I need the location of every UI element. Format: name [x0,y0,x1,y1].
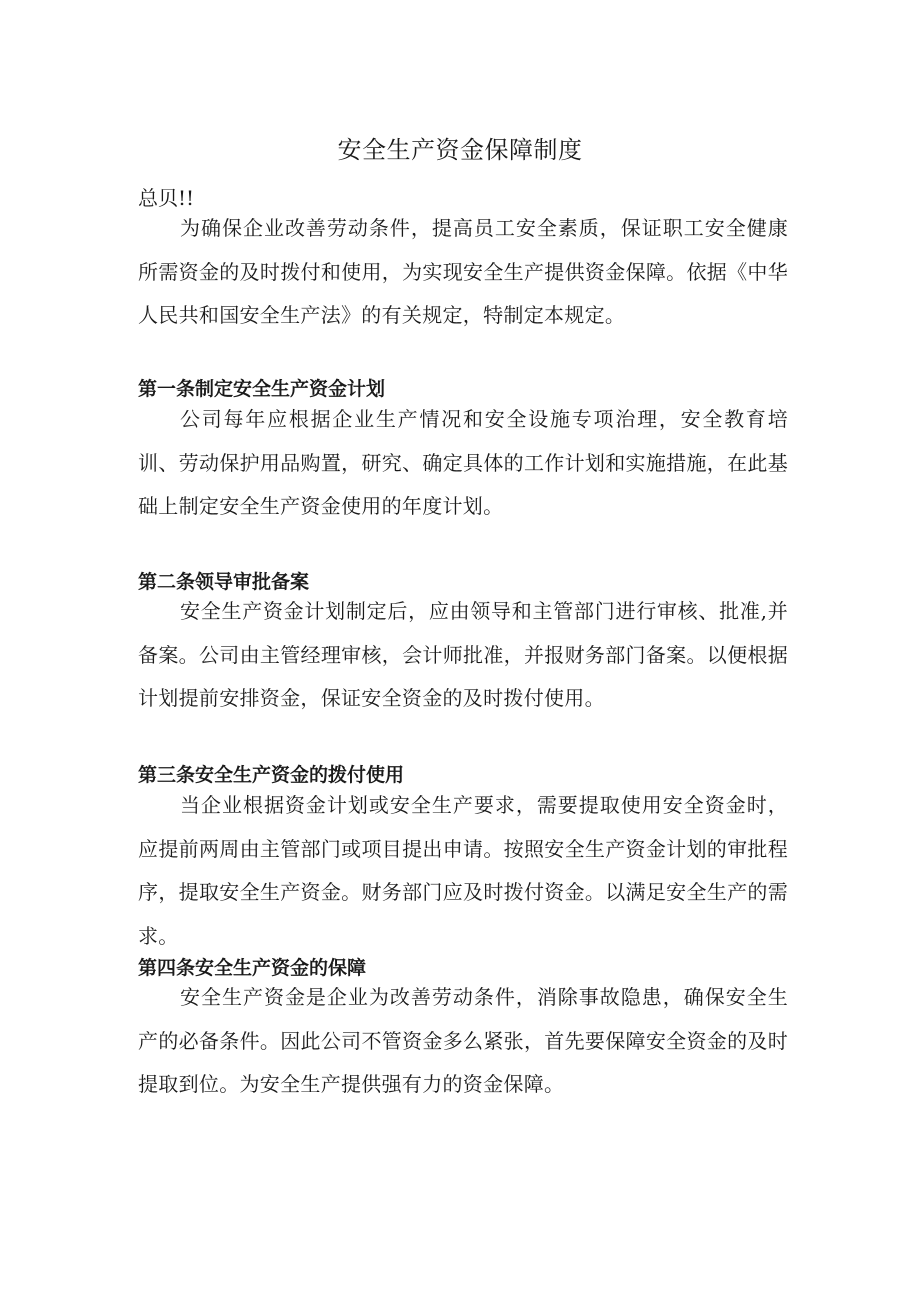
article-4-paragraph: 安全生产资金是企业为改善劳动条件，消除事故隐患，确保安全生产的必备条件。因此公司不管资金多么紧张，首先要保障安全资金的及时提取到位。为安全生产提供强有力的资金保障。 [138,985,788,1096]
preamble-paragraph: 为确保企业改善劳动条件，提高员工安全素质，保证职工安全健康所需资金的及时拨付和使用，为实现安全生产提供资金保障。依据《中华人民共和国安全生产法》的有关规定，特制定本规定。 [138,216,788,327]
article-3-heading: 第三条安全生产资金的拨付使用 [138,764,405,786]
article-3-paragraph: 当企业根据资金计划或安全生产要求，需要提取使用安全资金时，应提前两周由主管部门或项目提出申请。按照安全生产资金计划的审批程序，提取安全生产资金。财务部门应及时拨付资金。以满足安全生产的需求。 [138,793,788,948]
article-1-paragraph: 公司每年应根据企业生产情况和安全设施专项治理，安全教育培训、劳动保护用品购置，研究、确定具体的工作计划和实施措施，在此基础上制定安全生产资金使用的年度计划。 [138,407,788,518]
document-title: 安全生产资金保障制度 [337,136,583,164]
article-2-heading: 第二条领导审批备案 [138,571,310,593]
article-4-heading: 第四条安全生产资金的保障 [138,957,367,979]
article-2-paragraph: 安全生产资金计划制定后，应由领导和主管部门进行审核、批准,并备案。公司由主管经理审核，会计师批准，并报财务部门备案。以便根据计划提前安排资金，保证安全资金的及时拨付使用。 [138,599,788,710]
preamble-label: 总贝!! [138,186,195,210]
article-1-heading: 第一条制定安全生产资金计划 [138,378,386,400]
